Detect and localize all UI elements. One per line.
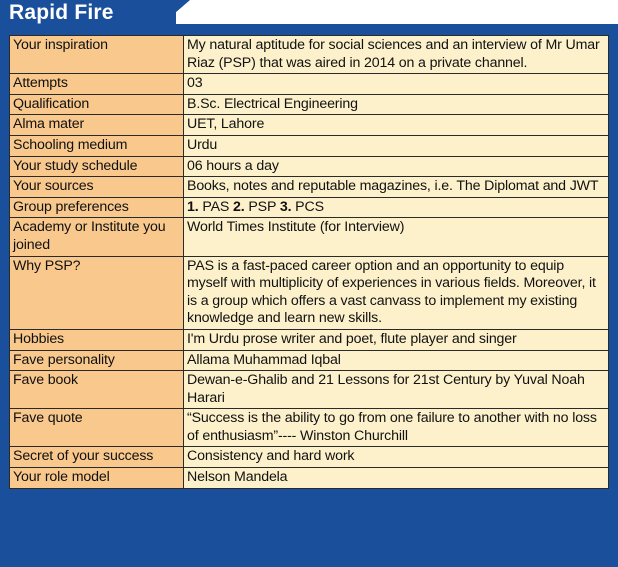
row-value: Consistency and hard work bbox=[184, 447, 609, 468]
table-row bbox=[10, 115, 609, 136]
group-preferences-value bbox=[184, 197, 609, 218]
row-value: Urdu bbox=[184, 135, 609, 156]
row-value: 06 hours a day bbox=[184, 156, 609, 177]
table-row bbox=[10, 177, 609, 198]
table-row bbox=[10, 36, 609, 74]
preference-name: PAS bbox=[198, 198, 234, 215]
table-row bbox=[10, 409, 609, 447]
row-value: Dewan-e-Ghalib and 21 Lessons for 21st Century by Yuval Noah Harari bbox=[184, 371, 609, 409]
row-label: Secret of your success bbox=[10, 447, 184, 468]
row-label: Attempts bbox=[10, 74, 184, 95]
row-label: Academy or Institute you joined bbox=[10, 218, 184, 256]
table-row bbox=[10, 94, 609, 115]
preference-name: PCS bbox=[291, 198, 324, 215]
rapid-fire-table-wrap bbox=[9, 35, 609, 489]
table-row bbox=[10, 135, 609, 156]
table-row bbox=[10, 350, 609, 371]
table-row bbox=[10, 218, 609, 256]
table-row bbox=[10, 447, 609, 468]
row-label: Group preferences bbox=[10, 197, 184, 218]
table-row bbox=[10, 197, 609, 218]
row-value: World Times Institute (for Interview) bbox=[184, 218, 609, 256]
row-value: Nelson Mandela bbox=[184, 468, 609, 489]
table-row bbox=[10, 256, 609, 329]
row-label: Your inspiration bbox=[10, 36, 184, 74]
preference-number: 1. bbox=[187, 198, 199, 215]
header-tab-slant bbox=[160, 0, 190, 26]
row-value: UET, Lahore bbox=[184, 115, 609, 136]
table-row bbox=[10, 468, 609, 489]
table-row bbox=[10, 371, 609, 409]
row-label: Your role model bbox=[10, 468, 184, 489]
row-label: Why PSP? bbox=[10, 256, 184, 329]
row-value: Books, notes and reputable magazines, i.e. The Diplomat and JWT bbox=[184, 177, 609, 198]
table-row bbox=[10, 156, 609, 177]
row-label: Your sources bbox=[10, 177, 184, 198]
row-label: Fave personality bbox=[10, 350, 184, 371]
preference-name: PSP bbox=[244, 198, 280, 215]
row-label: Fave quote bbox=[10, 409, 184, 447]
row-value: I'm Urdu prose writer and poet, flute player and singer bbox=[184, 329, 609, 350]
row-label: Fave book bbox=[10, 371, 184, 409]
row-value: B.Sc. Electrical Engineering bbox=[184, 94, 609, 115]
row-value: 03 bbox=[184, 74, 609, 95]
preference-number: 2. bbox=[233, 198, 245, 215]
rapid-fire-table bbox=[9, 35, 609, 489]
preference-number: 3. bbox=[279, 198, 292, 215]
row-value: Allama Muhammad Iqbal bbox=[184, 350, 609, 371]
row-value: “Success is the ability to go from one failure to another with no loss of enthusiasm”---- Winston Churchill bbox=[184, 409, 609, 447]
row-label: Qualification bbox=[10, 94, 184, 115]
table-row bbox=[10, 329, 609, 350]
row-label: Hobbies bbox=[10, 329, 184, 350]
row-value: My natural aptitude for social sciences and an interview of Mr Umar Riaz (PSP) that was aired in 2014 on a private channel. bbox=[184, 36, 609, 74]
table-row bbox=[10, 74, 609, 95]
row-label: Your study schedule bbox=[10, 156, 184, 177]
row-value: PAS is a fast-paced career option and an opportunity to equip myself with multiplicity of experiences in various fields. Moreover, it is a group which offers a vast canvass to implement my existing knowledge and learn new skills. bbox=[184, 256, 609, 329]
page-title: Rapid Fire bbox=[9, 1, 114, 24]
row-label: Alma mater bbox=[10, 115, 184, 136]
row-label: Schooling medium bbox=[10, 135, 184, 156]
